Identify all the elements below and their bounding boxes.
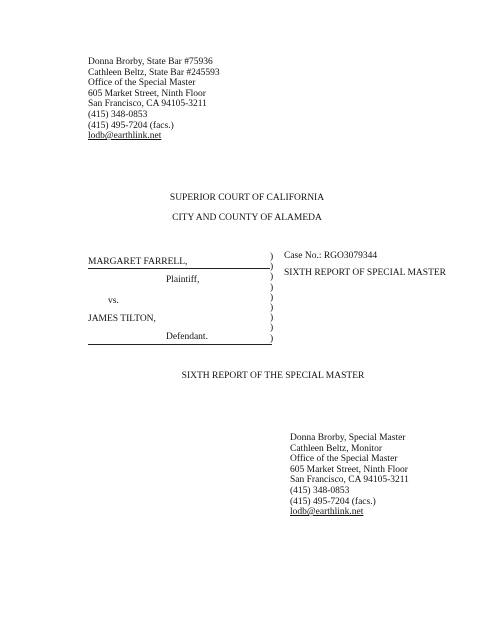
plaintiff-role: Plaintiff, [166, 275, 200, 285]
versus-label: vs. [108, 296, 119, 306]
signature-line: Office of the Special Master [290, 454, 398, 465]
paren: ) [270, 272, 274, 283]
signature-line: Donna Brorby, Special Master [290, 433, 406, 443]
attorney-line: San Francisco, CA 94105-3211 [88, 99, 207, 110]
caption-rule-upper [88, 268, 270, 269]
paren: ) [270, 282, 274, 293]
signature-line: (415) 348-0853 [290, 485, 350, 496]
court-name: SUPERIOR COURT OF CALIFORNIA [169, 193, 325, 203]
paren: ) [270, 292, 274, 303]
plaintiff-name: MARGARET FARRELL, [88, 257, 188, 267]
signature-block [290, 433, 409, 518]
paren: ) [270, 252, 274, 262]
attorney-block [88, 57, 220, 142]
paren: ) [270, 302, 274, 313]
defendant-name: JAMES TILTON, [88, 314, 156, 324]
caption-parentheses [270, 252, 278, 344]
case-number: Case No.: RGO3079344 [284, 251, 378, 261]
court-county: CITY AND COUNTY OF ALAMEDA [172, 213, 322, 223]
attorney-line: Donna Brorby, State Bar #75936 [88, 57, 213, 67]
caption-document-title: SIXTH REPORT OF SPECIAL MASTER [284, 268, 447, 278]
signature-line: Cathleen Beltz, Monitor [290, 443, 383, 454]
signature-line: San Francisco, CA 94105-3211 [290, 475, 409, 486]
paren: ) [270, 313, 274, 324]
attorney-line: Office of the Special Master [88, 78, 196, 89]
attorney-line: (415) 495-7204 (facs.) [88, 120, 174, 131]
signature-line: (415) 495-7204 (facs.) [290, 496, 376, 507]
defendant-role: Defendant. [166, 332, 208, 342]
paren: ) [270, 262, 274, 273]
paren: ) [270, 333, 274, 344]
paren: ) [270, 323, 274, 334]
attorney-line: Cathleen Beltz, State Bar #245593 [88, 67, 220, 78]
signature-email-link[interactable]: lodb@earthlink.net [290, 507, 364, 518]
signature-line: 605 Market Street, Ninth Floor [290, 464, 408, 475]
attorney-line: 605 Market Street, Ninth Floor [88, 88, 206, 99]
caption-rule-lower [88, 344, 272, 345]
main-title: SIXTH REPORT OF THE SPECIAL MASTER [181, 371, 365, 381]
attorney-email-link[interactable]: lodb@earthlink.net [88, 131, 162, 142]
attorney-line: (415) 348-0853 [88, 109, 148, 120]
